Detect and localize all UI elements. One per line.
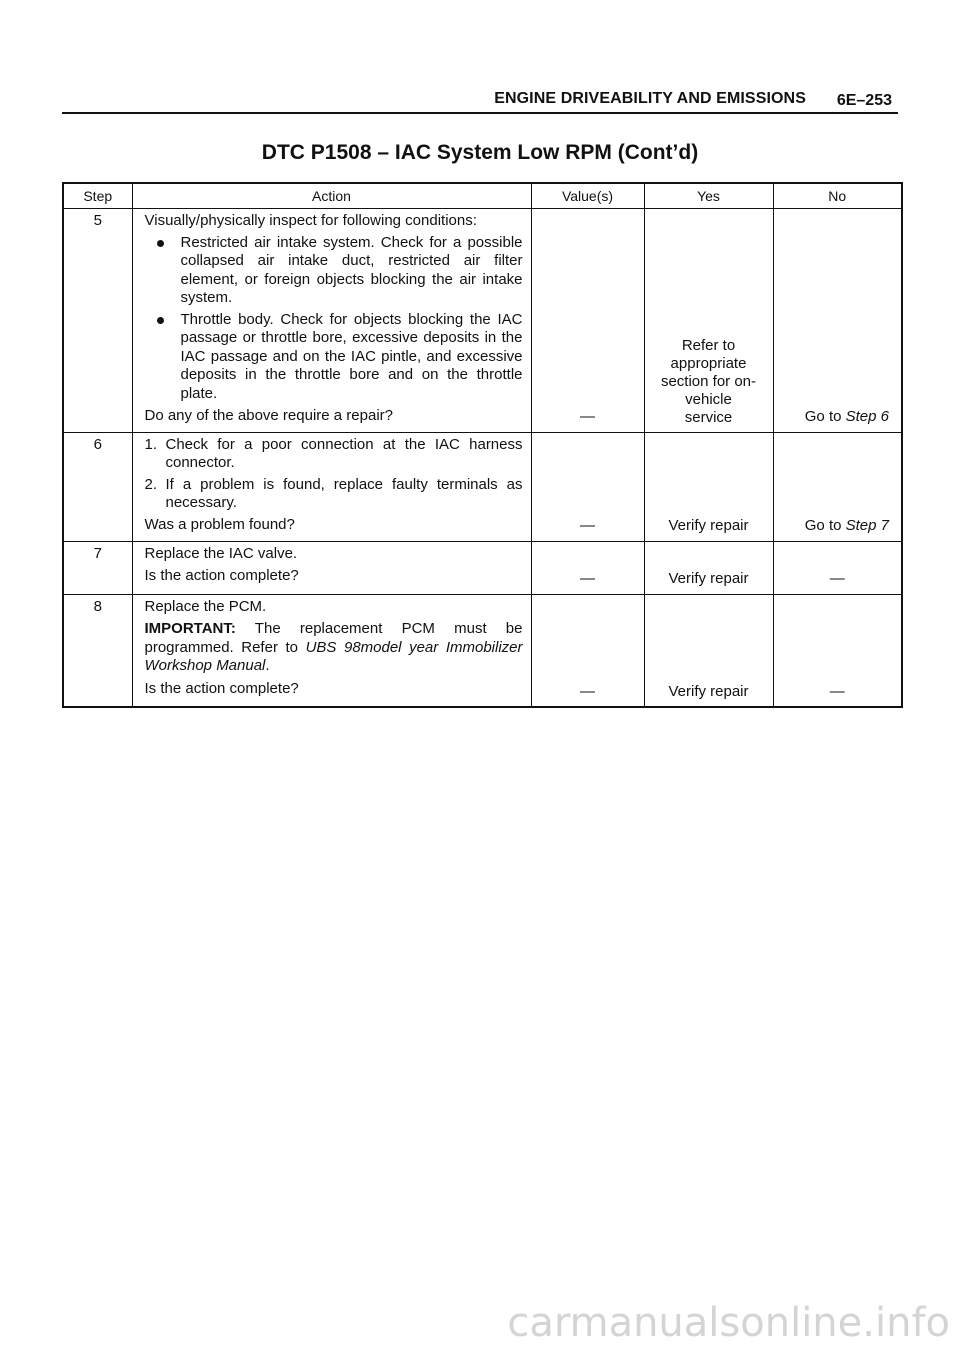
yes-cell: Verify repair <box>644 594 773 707</box>
important-end: . <box>265 657 270 674</box>
action-question: Is the action complete? <box>144 679 299 697</box>
step-number: 6 <box>63 432 132 541</box>
no-cell <box>773 432 902 541</box>
bullet-text: Restricted air intake system. Check for a possible collapsed air intake duct, restricted air filter element, or foreign objects blocking the air intake system. <box>180 233 523 306</box>
step-link[interactable]: Step 6 <box>845 408 889 425</box>
value-cell: — <box>531 594 644 707</box>
important-label: IMPORTANT: <box>144 620 236 637</box>
yes-cell: Verify repair <box>644 432 773 541</box>
bullet-text: Throttle body. Check for objects blocking the IAC passage or throttle bore, excessive deposits in the IAC passage and on the IAC pintle, and excessive deposits in the throttle bore and on the throttle plate. <box>180 310 523 402</box>
page-title: DTC P1508 – IAC System Low RPM (Cont’d) <box>261 141 699 164</box>
important-note <box>145 620 523 676</box>
action-question: Was a problem found? <box>144 515 295 533</box>
step-number: 5 <box>63 209 132 433</box>
numbered-item <box>145 476 523 513</box>
action-cell <box>132 594 531 707</box>
table-row <box>63 594 902 707</box>
column-header-values: Value(s) <box>531 183 644 209</box>
manual-reference: UBS 98model year Immobilizer Workshop Manual <box>144 638 523 674</box>
important-text: The replacement PCM must be programmed. Refer to <box>144 620 523 656</box>
no-prefix: Go to <box>804 517 846 534</box>
bullet-item <box>145 311 523 404</box>
no-prefix: Go to <box>804 408 846 425</box>
watermark: carmanualsonline.info <box>507 1300 950 1346</box>
value-cell: — <box>531 209 644 433</box>
diagnostic-table <box>62 182 903 708</box>
value-cell: — <box>531 432 644 541</box>
action-cell <box>132 432 531 541</box>
action-intro: Visually/physically inspect for following conditions: <box>144 212 477 229</box>
action-line: Replace the IAC valve. <box>144 544 298 562</box>
yes-cell: Verify repair <box>644 541 773 594</box>
item-text: Check for a poor connection at the IAC harness connector. <box>165 435 523 471</box>
yes-cell <box>644 209 773 433</box>
item-number: 2. <box>144 475 158 493</box>
step-number: 8 <box>63 594 132 707</box>
action-cell <box>132 209 531 433</box>
bullet-item <box>145 234 523 308</box>
column-header-yes: Yes <box>644 183 773 209</box>
table-row <box>63 209 902 433</box>
table-row <box>63 541 902 594</box>
bullet-icon <box>157 317 164 324</box>
action-question: Do any of the above require a repair? <box>144 407 393 424</box>
table-header-row <box>63 183 902 209</box>
action-question: Is the action complete? <box>144 567 299 584</box>
action-cell <box>132 541 531 594</box>
column-header-no: No <box>773 183 902 209</box>
no-cell: — <box>773 541 902 594</box>
value-cell: — <box>531 541 644 594</box>
bullet-icon <box>157 240 164 247</box>
yes-text: Refer to appropriate section for on-vehicle service <box>660 336 757 426</box>
page-header <box>62 88 898 114</box>
no-cell: — <box>773 594 902 707</box>
step-link[interactable]: Step 7 <box>845 517 889 534</box>
item-number: 1. <box>144 435 158 453</box>
no-cell <box>773 209 902 433</box>
column-header-step: Step <box>63 183 132 209</box>
step-number: 7 <box>63 541 132 594</box>
page-number: 6E–253 <box>836 92 892 109</box>
column-header-action: Action <box>132 183 531 209</box>
item-text: If a problem is found, replace faulty terminals as necessary. <box>165 475 523 511</box>
section-title: ENGINE DRIVEABILITY AND EMISSIONS <box>494 90 806 107</box>
numbered-item <box>145 436 523 473</box>
table-row <box>63 432 902 541</box>
action-line: Replace the PCM. <box>144 597 267 615</box>
